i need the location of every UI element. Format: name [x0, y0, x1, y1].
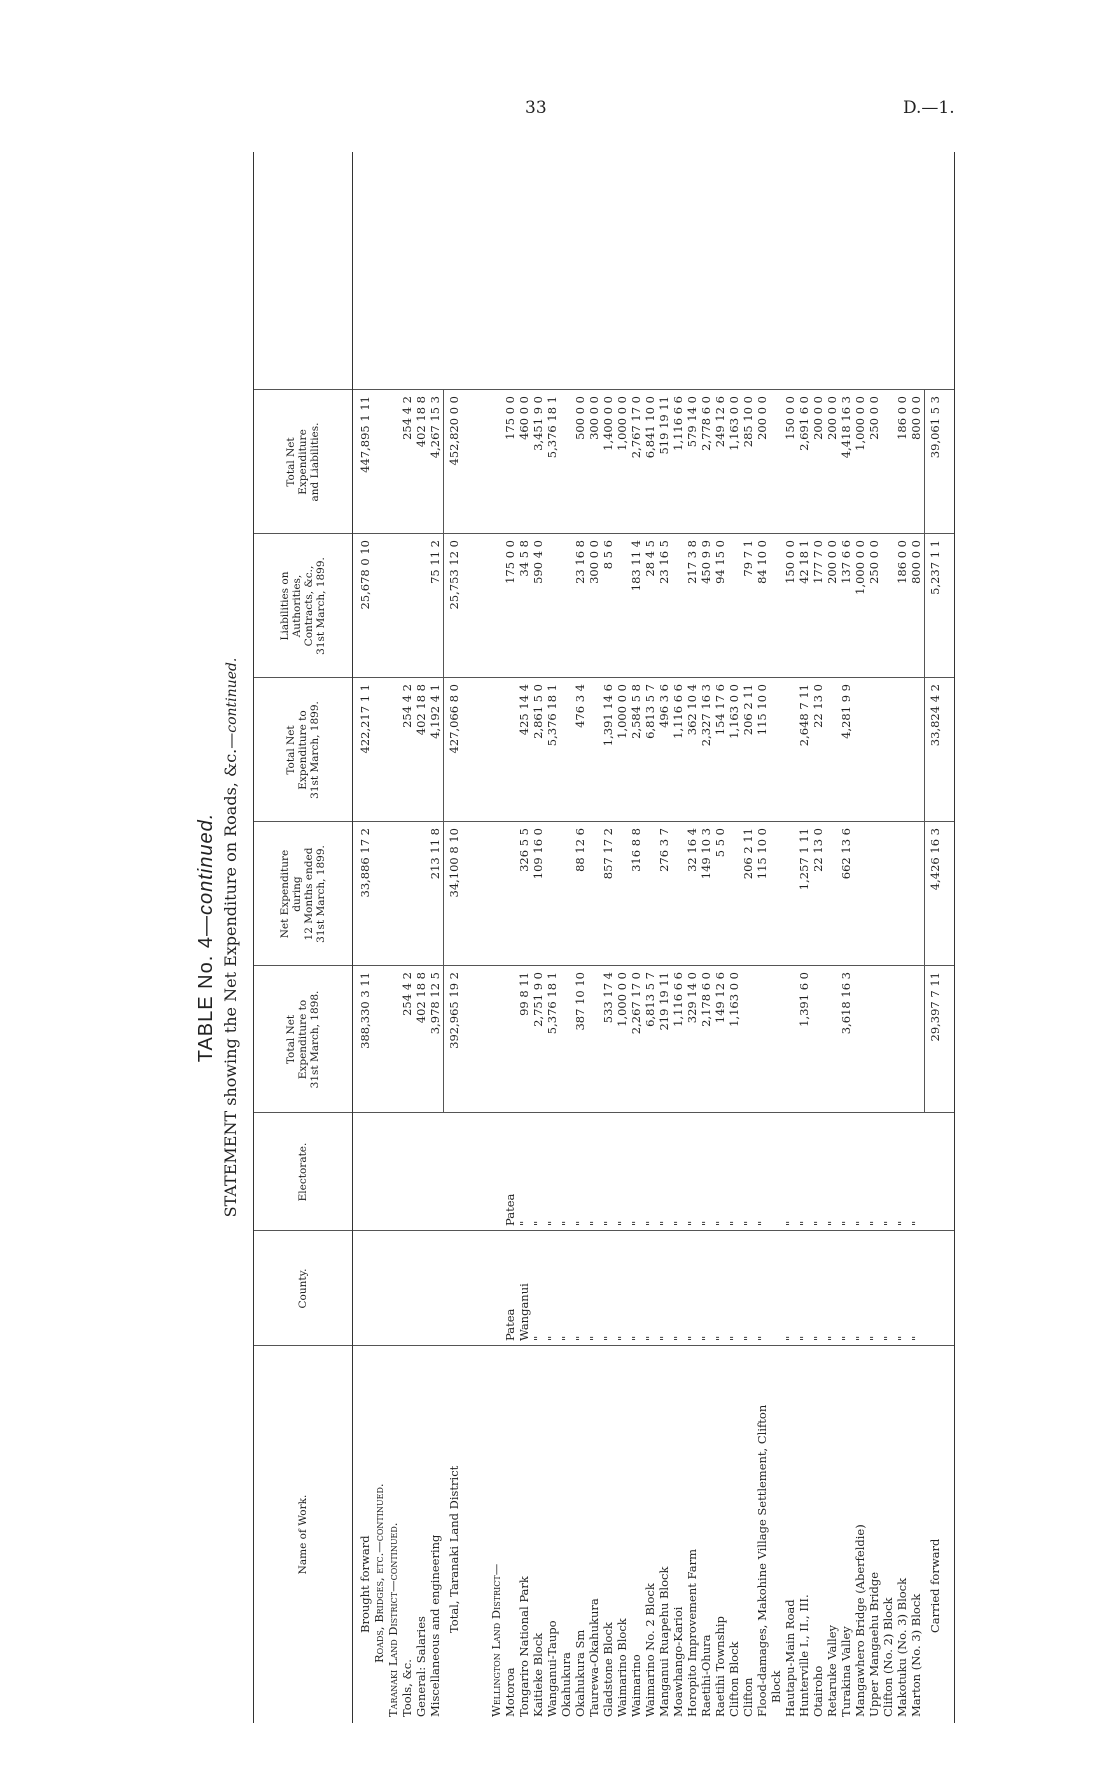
row-amount-c5: 1,163 0 0: [727, 396, 741, 451]
row-amount-c3: 1,116 6 6: [671, 684, 685, 739]
row-name: Hautapu-Main Road: [783, 1599, 797, 1717]
row-amount-c3: 2,861 5 0: [531, 684, 545, 739]
row-county: ": [615, 1335, 629, 1341]
row-electorate: ": [657, 1220, 671, 1226]
row-amount-c2: 326 5 5: [517, 828, 531, 872]
row-amount-c3: 496 3 6: [657, 684, 671, 728]
table-row: [573, 152, 587, 1723]
header-expenditure-year: Net Expenditure during 12 Months ended 31st March, 1899.: [279, 845, 327, 943]
row-amount-c2: 662 13 6: [839, 828, 853, 880]
row-amount-c4: 23 16 8: [573, 540, 587, 584]
row-amount-c2: 276 3 7: [657, 828, 671, 872]
row-name: Marton (No. 3) Block: [909, 1593, 923, 1717]
row-amount-c4: 84 10 0: [755, 540, 769, 584]
row-amount-c4: 34 5 8: [517, 540, 531, 577]
row-name: Miscellaneous and engineering: [428, 1534, 442, 1717]
row-amount-c1: 5,376 18 1: [545, 972, 559, 1035]
table-row: [769, 152, 783, 1723]
row-electorate: ": [699, 1220, 713, 1226]
table-row: [559, 152, 573, 1723]
row-amount-c4: 200 0 0: [825, 540, 839, 584]
row-amount-c3: 154 17 6: [713, 684, 727, 736]
table-row: [741, 152, 755, 1723]
header-county: County.: [297, 1268, 309, 1309]
header-electorate: Electorate.: [297, 1142, 309, 1202]
row-name: Tongariro National Park: [517, 1576, 531, 1717]
table-row: [503, 152, 517, 1723]
row-amount-c4: 23 16 5: [657, 540, 671, 584]
row-amount-c3: 422,217 1 1: [358, 684, 372, 754]
row-amount-c2: 109 16 0: [531, 828, 545, 880]
table-row: [545, 152, 559, 1723]
row-amount-c4: 75 11 2: [428, 540, 442, 584]
header-expenditure-1898: Total Net Expenditure to 31st March, 1898.: [285, 990, 321, 1089]
table-row: [615, 152, 629, 1723]
row-name: Turakina Valley: [839, 1626, 853, 1717]
row-amount-c2: 33,886 17 2: [358, 828, 372, 898]
row-amount-c5: 4,267 15 3: [428, 396, 442, 459]
row-amount-c3: 1,000 0 0: [615, 684, 629, 739]
row-name: Manganui Ruapehu Block: [657, 1566, 671, 1717]
table-row: [909, 152, 923, 1723]
row-name: Raetihi-Ohura: [699, 1634, 713, 1717]
row-amount-c5: 1,400 0 0: [601, 396, 615, 451]
header-name-of-work: Name of Work.: [297, 1494, 309, 1575]
row-amount-c1: 2,267 17 0: [629, 972, 643, 1035]
row-electorate: ": [545, 1220, 559, 1226]
table-row: [685, 152, 699, 1723]
statement-continued: continued.: [224, 657, 240, 733]
table-row: [928, 152, 942, 1723]
row-county: ": [643, 1335, 657, 1341]
table-row: [657, 152, 671, 1723]
row-county: ": [839, 1335, 853, 1341]
row-name: Taranaki Land District—continued.: [386, 1522, 400, 1717]
row-amount-c4: 25,678 0 10: [358, 540, 372, 610]
row-name: Retaruke Valley: [825, 1624, 839, 1717]
row-name: Okahukura: [559, 1652, 573, 1717]
row-amount-c5: 4,418 16 3: [839, 396, 853, 459]
table-row: [489, 152, 503, 1723]
row-amount-c4: 137 6 6: [839, 540, 853, 584]
row-electorate: ": [811, 1220, 825, 1226]
table-row: [447, 152, 461, 1723]
row-name: Waimarino Block: [615, 1618, 629, 1717]
row-amount-c3: 6,813 5 7: [643, 684, 657, 739]
row-amount-c4: 94 15 0: [713, 540, 727, 584]
row-amount-c5: 249 12 6: [713, 396, 727, 448]
row-amount-c3: 362 10 4: [685, 684, 699, 736]
row-amount-c2: 206 2 11: [741, 828, 755, 880]
row-amount-c2: 316 8 8: [629, 828, 643, 872]
row-amount-c2: 857 17 2: [601, 828, 615, 880]
table-row: [400, 152, 414, 1723]
row-amount-c3: 402 18 8: [414, 684, 428, 736]
row-county: ": [587, 1335, 601, 1341]
row-amount-c5: 579 14 0: [685, 396, 699, 448]
row-amount-c2: 32 16 4: [685, 828, 699, 872]
table-row: [853, 152, 867, 1723]
row-electorate: ": [895, 1220, 909, 1226]
row-amount-c4: 150 0 0: [783, 540, 797, 584]
row-amount-c2: 115 10 0: [755, 828, 769, 880]
row-electorate: ": [867, 1220, 881, 1226]
row-name: Clifton: [741, 1677, 755, 1717]
row-county: ": [545, 1335, 559, 1341]
row-amount-c5: 6,841 10 0: [643, 396, 657, 459]
row-electorate: ": [587, 1220, 601, 1226]
row-amount-c1: 1,391 6 0: [797, 972, 811, 1027]
header-rule: [352, 152, 353, 1723]
row-electorate: ": [643, 1220, 657, 1226]
row-amount-c4: 217 3 8: [685, 540, 699, 584]
row-amount-c1: 3,618 16 3: [839, 972, 853, 1035]
row-amount-c4: 177 7 0: [811, 540, 825, 584]
row-county: ": [531, 1335, 545, 1341]
row-amount-c2: 213 11 8: [428, 828, 442, 880]
row-amount-c5: 200 0 0: [755, 396, 769, 440]
row-amount-c3: 476 3 4: [573, 684, 587, 728]
row-amount-c3: 2,584 5 8: [629, 684, 643, 739]
table-row: [881, 152, 895, 1723]
subtotal-rule: [443, 390, 444, 1113]
row-amount-c4: 175 0 0: [503, 540, 517, 584]
row-amount-c1: 1,163 0 0: [727, 972, 741, 1027]
row-county: ": [657, 1335, 671, 1341]
table-row: [713, 152, 727, 1723]
row-name: Horopito Improvement Farm: [685, 1549, 699, 1717]
row-amount-c4: 800 0 0: [909, 540, 923, 584]
row-amount-c2: 22 13 0: [811, 828, 825, 872]
row-amount-c5: 5,376 18 1: [545, 396, 559, 459]
statement-title: [221, 152, 240, 1723]
row-amount-c3: 115 10 0: [755, 684, 769, 736]
table-row: [895, 152, 909, 1723]
row-amount-c3: 22 13 0: [811, 684, 825, 728]
row-amount-c1: 329 14 0: [685, 972, 699, 1024]
row-electorate: ": [573, 1220, 587, 1226]
table-row: [587, 152, 601, 1723]
row-amount-c4: 25,753 12 0: [447, 540, 461, 610]
table-row: [358, 152, 372, 1723]
row-amount-c5: 452,820 0 0: [447, 396, 461, 466]
row-name: Block: [769, 1670, 783, 1703]
row-amount-c5: 447,895 1 11: [358, 396, 372, 473]
row-name: Raetihi Township: [713, 1616, 727, 1717]
row-amount-c1: 219 19 11: [657, 972, 671, 1031]
header-liabilities: Liabilities on Authorities, Contracts, &c., 31st March, 1899.: [279, 557, 327, 655]
row-amount-c5: 3,451 9 0: [531, 396, 545, 451]
table-row: [783, 152, 797, 1723]
row-amount-c2: 34,100 8 10: [447, 828, 461, 898]
row-name: Moawhango-Karioi: [671, 1606, 685, 1717]
row-electorate: ": [601, 1220, 615, 1226]
row-amount-c3: 1,391 14 6: [601, 684, 615, 747]
row-amount-c1: 1,000 0 0: [615, 972, 629, 1027]
row-amount-c2: 4,426 16 3: [928, 828, 942, 891]
row-electorate: ": [797, 1220, 811, 1226]
row-amount-c3: 2,327 16 3: [699, 684, 713, 747]
row-amount-c1: 3,978 12 5: [428, 972, 442, 1035]
row-name: General: Salaries: [414, 1616, 428, 1717]
header-expenditure-1899: Total Net Expenditure to 31st March, 1899.: [285, 701, 321, 799]
rotated-table-page: [195, 152, 965, 1723]
row-electorate: ": [909, 1220, 923, 1226]
row-amount-c5: 300 0 0: [587, 396, 601, 440]
row-amount-c4: 42 18 1: [797, 540, 811, 584]
row-county: ": [909, 1335, 923, 1341]
row-amount-c4: 590 4 0: [531, 540, 545, 584]
table-row: [825, 152, 839, 1723]
row-amount-c3: 254 4 2: [400, 684, 414, 728]
table-row: [414, 152, 428, 1723]
row-amount-c4: 8 5 6: [601, 540, 615, 570]
row-county: ": [699, 1335, 713, 1341]
row-amount-c4: 79 7 1: [741, 540, 755, 577]
row-amount-c5: 2,778 6 0: [699, 396, 713, 451]
row-amount-c5: 1,000 0 0: [853, 396, 867, 451]
row-amount-c3: 4,192 4 1: [428, 684, 442, 739]
table-row: [643, 152, 657, 1723]
row-county: ": [783, 1335, 797, 1341]
row-name: Total, Taranaki Land District: [447, 1465, 461, 1633]
row-county: Patea: [503, 1308, 517, 1341]
table-row: [531, 152, 545, 1723]
row-name: Waimarino: [629, 1654, 643, 1717]
row-amount-c5: 200 0 0: [825, 396, 839, 440]
row-amount-c5: 800 0 0: [909, 396, 923, 440]
table-row: [867, 152, 881, 1723]
row-electorate: ": [559, 1220, 573, 1226]
row-amount-c1: 6,813 5 7: [643, 972, 657, 1027]
row-amount-c1: 388,330 3 11: [358, 972, 372, 1049]
expenditure-table: [253, 152, 955, 1723]
row-amount-c1: 387 10 10: [573, 972, 587, 1031]
row-county: ": [671, 1335, 685, 1341]
row-amount-c3: 427,066 8 0: [447, 684, 461, 754]
row-amount-c4: 28 4 5: [643, 540, 657, 577]
row-amount-c5: 519 19 11: [657, 396, 671, 455]
row-amount-c5: 175 0 0: [503, 396, 517, 440]
table-number: TABLE No. 4—: [195, 915, 217, 1063]
row-amount-c3: 1,163 0 0: [727, 684, 741, 739]
subtotal-rule: [924, 390, 925, 1113]
row-amount-c5: 250 0 0: [867, 396, 881, 440]
row-electorate: ": [853, 1220, 867, 1226]
row-electorate: ": [755, 1220, 769, 1226]
row-amount-c4: 250 0 0: [867, 540, 881, 584]
row-amount-c3: 2,648 7 11: [797, 684, 811, 747]
row-amount-c5: 1,116 6 6: [671, 396, 685, 451]
row-county: ": [573, 1335, 587, 1341]
row-amount-c2: 5 5 0: [713, 828, 727, 858]
row-amount-c2: 149 10 3: [699, 828, 713, 880]
row-name: Mangawhero Bridge (Aberfeldie): [853, 1524, 867, 1717]
row-amount-c5: 2,691 6 0: [797, 396, 811, 451]
table-row: [372, 152, 386, 1723]
row-county: ": [811, 1335, 825, 1341]
row-name: Motoroa: [503, 1667, 517, 1717]
row-amount-c3: 425 14 4: [517, 684, 531, 736]
table-row: [428, 152, 442, 1723]
row-name: Clifton Block: [727, 1641, 741, 1717]
row-amount-c1: 2,751 9 0: [531, 972, 545, 1027]
row-county: ": [713, 1335, 727, 1341]
document-reference: D.—1.: [903, 98, 955, 118]
row-amount-c5: 460 0 0: [517, 396, 531, 440]
row-amount-c3: 206 2 11: [741, 684, 755, 736]
row-amount-c3: 4,281 9 9: [839, 684, 853, 739]
row-electorate: ": [685, 1220, 699, 1226]
row-amount-c5: 2,767 17 0: [629, 396, 643, 459]
row-amount-c4: 186 0 0: [895, 540, 909, 584]
table-row: [601, 152, 615, 1723]
row-amount-c2: 88 12 6: [573, 828, 587, 872]
row-county: Wanganui: [517, 1283, 531, 1341]
row-name: Flood-damages, Makohine Village Settlement, Clifton: [755, 1404, 769, 1717]
table-title: [195, 152, 218, 1723]
row-amount-c1: 149 12 6: [713, 972, 727, 1024]
row-amount-c4: 300 0 0: [587, 540, 601, 584]
row-county: ": [559, 1335, 573, 1341]
row-amount-c1: 29,397 7 11: [928, 972, 942, 1042]
row-name: Otairoho: [811, 1665, 825, 1717]
row-county: ": [867, 1335, 881, 1341]
row-amount-c5: 150 0 0: [783, 396, 797, 440]
row-county: ": [755, 1335, 769, 1341]
row-amount-c1: 1,116 6 6: [671, 972, 685, 1027]
row-amount-c1: 254 4 2: [400, 972, 414, 1016]
row-amount-c5: 39,061 5 3: [928, 396, 942, 459]
row-name: Wellington Land District—: [489, 1563, 503, 1717]
table-row: [811, 152, 825, 1723]
row-name: Brought forward: [358, 1535, 372, 1633]
table-row: [797, 152, 811, 1723]
row-electorate: ": [741, 1220, 755, 1226]
row-name: Wanganui-Taupo: [545, 1620, 559, 1717]
row-amount-c5: 500 0 0: [573, 396, 587, 440]
row-amount-c4: 450 9 9: [699, 540, 713, 584]
row-amount-c5: 402 18 8: [414, 396, 428, 448]
table-row: [755, 152, 769, 1723]
table-row: [517, 152, 531, 1723]
row-county: ": [797, 1335, 811, 1341]
row-electorate: ": [629, 1220, 643, 1226]
row-electorate: ": [839, 1220, 853, 1226]
row-electorate: ": [881, 1220, 895, 1226]
row-electorate: ": [825, 1220, 839, 1226]
row-amount-c5: 1,000 0 0: [615, 396, 629, 451]
row-electorate: ": [783, 1220, 797, 1226]
row-county: ": [741, 1335, 755, 1341]
row-amount-c1: 392,965 19 2: [447, 972, 461, 1049]
table-row: [386, 152, 400, 1723]
row-electorate: ": [517, 1220, 531, 1226]
row-county: ": [601, 1335, 615, 1341]
row-amount-c3: 33,824 4 2: [928, 684, 942, 747]
row-amount-c1: 2,178 6 0: [699, 972, 713, 1027]
row-amount-c5: 254 4 2: [400, 396, 414, 440]
row-county: ": [881, 1335, 895, 1341]
row-electorate: Patea: [503, 1193, 517, 1226]
row-county: ": [727, 1335, 741, 1341]
row-electorate: ": [713, 1220, 727, 1226]
row-name: Okahukura Sm: [573, 1629, 587, 1717]
row-amount-c4: 1,000 0 0: [853, 540, 867, 595]
row-amount-c4: 183 11 4: [629, 540, 643, 592]
row-amount-c3: 5,376 18 1: [545, 684, 559, 747]
page-number: 33: [525, 98, 547, 118]
row-name: Carried forward: [928, 1538, 942, 1633]
table-continued: continued.: [195, 812, 217, 916]
table-row: [839, 152, 853, 1723]
row-amount-c5: 285 10 0: [741, 396, 755, 448]
row-name: Kaitieke Block: [531, 1632, 545, 1717]
row-amount-c5: 200 0 0: [811, 396, 825, 440]
row-electorate: ": [727, 1220, 741, 1226]
row-name: Taurewa-Okahukura: [587, 1598, 601, 1717]
row-county: ": [629, 1335, 643, 1341]
row-amount-c2: 1,257 1 11: [797, 828, 811, 891]
table-row: [699, 152, 713, 1723]
row-amount-c5: 186 0 0: [895, 396, 909, 440]
row-name: Upper Mangaehu Bridge: [867, 1571, 881, 1717]
row-amount-c1: 99 8 11: [517, 972, 531, 1016]
row-amount-c4: 5,237 1 1: [928, 540, 942, 595]
row-county: ": [853, 1335, 867, 1341]
table-row: [671, 152, 685, 1723]
row-name: Tools, &c.: [400, 1659, 414, 1717]
header-total-with-liabilities: Total Net Expenditure and Liabilities.: [285, 422, 321, 502]
statement-text: STATEMENT showing the Net Expenditure on Roads, &c.—: [221, 732, 240, 1218]
row-county: ": [895, 1335, 909, 1341]
row-name: Makotuku (No. 3) Block: [895, 1577, 909, 1717]
table-row: [727, 152, 741, 1723]
row-electorate: ": [615, 1220, 629, 1226]
row-electorate: ": [531, 1220, 545, 1226]
row-name: Hunterville I., II., III.: [797, 1594, 811, 1717]
row-electorate: ": [671, 1220, 685, 1226]
table-row: [629, 152, 643, 1723]
row-county: ": [825, 1335, 839, 1341]
row-name: Roads, Bridges, etc.—continued.: [372, 1483, 386, 1663]
row-amount-c1: 402 18 8: [414, 972, 428, 1024]
row-amount-c1: 533 17 4: [601, 972, 615, 1024]
header-spare: [254, 152, 352, 390]
row-county: ": [685, 1335, 699, 1341]
row-name: Clifton (No. 2) Block: [881, 1597, 895, 1717]
row-name: Gladstone Block: [601, 1622, 615, 1717]
row-name: Waimarino No. 2 Block: [643, 1583, 657, 1717]
